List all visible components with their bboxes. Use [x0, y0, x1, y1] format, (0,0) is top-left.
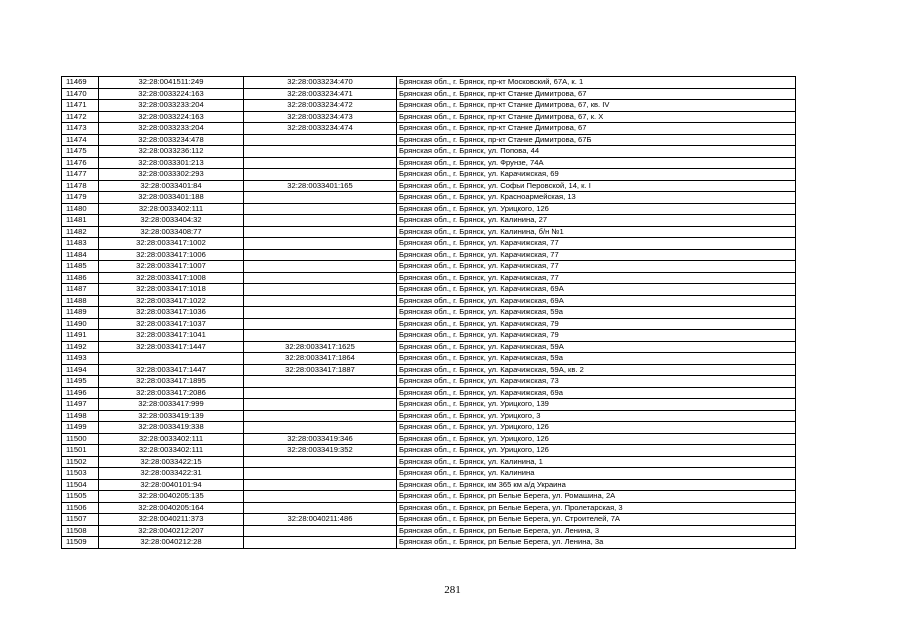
table-row — [62, 100, 796, 112]
cell-building-cadastral-number — [244, 525, 397, 537]
cell-parcel-cadastral-number: 32:28:0033417:2086 — [99, 387, 244, 399]
cell-row-number: 11470 — [62, 88, 99, 100]
table-row — [62, 387, 796, 399]
cell-building-cadastral-number: 32:28:0033234:470 — [244, 77, 397, 89]
cell-parcel-cadastral-number: 32:28:0033402:111 — [99, 433, 244, 445]
cell-address: Брянская обл., г. Брянск, ул. Софьи Перовской, 14, к. I — [397, 180, 796, 192]
cell-row-number: 11497 — [62, 399, 99, 411]
cell-row-number: 11495 — [62, 376, 99, 388]
cell-row-number: 11493 — [62, 353, 99, 365]
cell-building-cadastral-number — [244, 399, 397, 411]
cell-row-number: 11503 — [62, 468, 99, 480]
cell-parcel-cadastral-number — [99, 353, 244, 365]
cell-address: Брянская обл., г. Брянск, ул. Калинина — [397, 468, 796, 480]
table-row — [62, 445, 796, 457]
table-row — [62, 238, 796, 250]
cell-building-cadastral-number — [244, 192, 397, 204]
cell-address: Брянская обл., г. Брянск, ул. Урицкого, 126 — [397, 433, 796, 445]
table-row — [62, 146, 796, 158]
cell-building-cadastral-number — [244, 215, 397, 227]
cell-row-number: 11490 — [62, 318, 99, 330]
table-row — [62, 169, 796, 181]
cell-row-number: 11501 — [62, 445, 99, 457]
cell-row-number: 11474 — [62, 134, 99, 146]
cell-parcel-cadastral-number: 32:28:0033417:999 — [99, 399, 244, 411]
cell-building-cadastral-number — [244, 422, 397, 434]
cell-address: Брянская обл., г. Брянск, ул. Карачижская, 77 — [397, 272, 796, 284]
cell-building-cadastral-number: 32:28:0033419:346 — [244, 433, 397, 445]
cell-row-number: 11484 — [62, 249, 99, 261]
table-row — [62, 525, 796, 537]
cell-row-number: 11478 — [62, 180, 99, 192]
cell-address: Брянская обл., г. Брянск, ул. Карачижская, 79 — [397, 330, 796, 342]
cell-building-cadastral-number — [244, 169, 397, 181]
table-row — [62, 272, 796, 284]
cell-parcel-cadastral-number: 32:28:0040205:164 — [99, 502, 244, 514]
cell-parcel-cadastral-number: 32:28:0033402:111 — [99, 203, 244, 215]
cell-parcel-cadastral-number: 32:28:0033402:111 — [99, 445, 244, 457]
cell-parcel-cadastral-number: 32:28:0033417:1447 — [99, 341, 244, 353]
table-row — [62, 192, 796, 204]
registry-table-body — [62, 77, 796, 549]
cell-address: Брянская обл., г. Брянск, рп Белые Берега, ул. Ромашина, 2А — [397, 491, 796, 503]
cell-row-number: 11498 — [62, 410, 99, 422]
cell-address: Брянская обл., г. Брянск, ул. Фрунзе, 74А — [397, 157, 796, 169]
cell-row-number: 11480 — [62, 203, 99, 215]
cell-address: Брянская обл., г. Брянск, пр-кт Станке Димитрова, 67 — [397, 88, 796, 100]
table-row — [62, 364, 796, 376]
table-row — [62, 376, 796, 388]
cell-address: Брянская обл., г. Брянск, рп Белые Берега, ул. Строителей, 7А — [397, 514, 796, 526]
cell-row-number: 11506 — [62, 502, 99, 514]
cell-row-number: 11504 — [62, 479, 99, 491]
cell-row-number: 11485 — [62, 261, 99, 273]
cell-row-number: 11487 — [62, 284, 99, 296]
cell-address: Брянская обл., г. Брянск, ул. Карачижская, 79 — [397, 318, 796, 330]
page-number: 281 — [444, 584, 461, 596]
cell-building-cadastral-number: 32:28:0033234:473 — [244, 111, 397, 123]
cell-building-cadastral-number — [244, 318, 397, 330]
table-row — [62, 456, 796, 468]
cell-parcel-cadastral-number: 32:28:0033422:31 — [99, 468, 244, 480]
cell-parcel-cadastral-number: 32:28:0040101:94 — [99, 479, 244, 491]
cell-row-number: 11499 — [62, 422, 99, 434]
table-row — [62, 433, 796, 445]
cell-row-number: 11471 — [62, 100, 99, 112]
cell-row-number: 11481 — [62, 215, 99, 227]
table-row — [62, 123, 796, 135]
cell-parcel-cadastral-number: 32:28:0033417:1022 — [99, 295, 244, 307]
cell-row-number: 11479 — [62, 192, 99, 204]
table-row — [62, 284, 796, 296]
cell-building-cadastral-number — [244, 307, 397, 319]
cell-row-number: 11492 — [62, 341, 99, 353]
cell-row-number: 11507 — [62, 514, 99, 526]
cell-building-cadastral-number: 32:28:0033417:1887 — [244, 364, 397, 376]
cell-parcel-cadastral-number: 32:28:0033224:163 — [99, 88, 244, 100]
table-row — [62, 261, 796, 273]
cell-parcel-cadastral-number: 32:28:0033224:163 — [99, 111, 244, 123]
table-row — [62, 111, 796, 123]
cell-address: Брянская обл., г. Брянск, ул. Карачижская, 59а — [397, 307, 796, 319]
cell-address: Брянская обл., г. Брянск, рп Белые Берега, ул. Ленина, 3 — [397, 525, 796, 537]
cell-address: Брянская обл., г. Брянск, пр-кт Станке Димитрова, 67 — [397, 123, 796, 135]
cell-parcel-cadastral-number: 32:28:0033419:338 — [99, 422, 244, 434]
table-row — [62, 341, 796, 353]
cell-parcel-cadastral-number: 32:28:0033236:112 — [99, 146, 244, 158]
table-row — [62, 330, 796, 342]
cell-parcel-cadastral-number: 32:28:0033234:478 — [99, 134, 244, 146]
cell-row-number: 11473 — [62, 123, 99, 135]
cell-building-cadastral-number — [244, 330, 397, 342]
table-row — [62, 422, 796, 434]
cell-row-number: 11476 — [62, 157, 99, 169]
cell-address: Брянская обл., г. Брянск, ул. Урицкого, 126 — [397, 445, 796, 457]
cell-parcel-cadastral-number: 32:28:0033422:15 — [99, 456, 244, 468]
table-row — [62, 479, 796, 491]
cell-building-cadastral-number — [244, 410, 397, 422]
cell-address: Брянская обл., г. Брянск, ул. Урицкого, 126 — [397, 422, 796, 434]
cell-parcel-cadastral-number: 32:28:0033408:77 — [99, 226, 244, 238]
cell-address: Брянская обл., г. Брянск, ул. Карачижская, 59А — [397, 341, 796, 353]
table-row — [62, 399, 796, 411]
cell-address: Брянская обл., г. Брянск, ул. Калинина, 1 — [397, 456, 796, 468]
cell-building-cadastral-number: 32:28:0033419:352 — [244, 445, 397, 457]
cell-address: Брянская обл., г. Брянск, ул. Урицкого, 3 — [397, 410, 796, 422]
cell-address: Брянская обл., г. Брянск, пр-кт Московский, 67А, к. 1 — [397, 77, 796, 89]
cell-building-cadastral-number — [244, 387, 397, 399]
cell-row-number: 11508 — [62, 525, 99, 537]
table-row — [62, 514, 796, 526]
cell-address: Брянская обл., г. Брянск, ул. Калинина, б/н №1 — [397, 226, 796, 238]
cell-address: Брянская обл., г. Брянск, пр-кт Станке Димитрова, 67, к. Х — [397, 111, 796, 123]
cell-building-cadastral-number — [244, 468, 397, 480]
cell-building-cadastral-number — [244, 295, 397, 307]
cell-building-cadastral-number — [244, 249, 397, 261]
table-row — [62, 318, 796, 330]
cell-parcel-cadastral-number: 32:28:0033417:1036 — [99, 307, 244, 319]
cell-parcel-cadastral-number: 32:28:0033417:1018 — [99, 284, 244, 296]
cell-address: Брянская обл., г. Брянск, ул. Карачижская, 77 — [397, 238, 796, 250]
cell-row-number: 11496 — [62, 387, 99, 399]
cell-address: Брянская обл., г. Брянск, ул. Красноармейская, 13 — [397, 192, 796, 204]
cell-building-cadastral-number — [244, 134, 397, 146]
table-row — [62, 410, 796, 422]
cell-row-number: 11483 — [62, 238, 99, 250]
cell-row-number: 11500 — [62, 433, 99, 445]
table-row — [62, 491, 796, 503]
cell-parcel-cadastral-number: 32:28:0033302:293 — [99, 169, 244, 181]
cell-building-cadastral-number: 32:28:0040211:486 — [244, 514, 397, 526]
cell-address: Брянская обл., г. Брянск, пр-кт Станке Димитрова, 67, кв. IV — [397, 100, 796, 112]
cell-address: Брянская обл., г. Брянск, ул. Карачижская, 59а — [397, 353, 796, 365]
cell-row-number: 11475 — [62, 146, 99, 158]
cell-parcel-cadastral-number: 32:28:0040205:135 — [99, 491, 244, 503]
cell-parcel-cadastral-number: 32:28:0040212:28 — [99, 537, 244, 549]
table-row — [62, 134, 796, 146]
cell-parcel-cadastral-number: 32:28:0033419:139 — [99, 410, 244, 422]
cell-address: Брянская обл., г. Брянск, ул. Калинина, 27 — [397, 215, 796, 227]
cell-building-cadastral-number: 32:28:0033417:1864 — [244, 353, 397, 365]
cell-parcel-cadastral-number: 32:28:0033417:1008 — [99, 272, 244, 284]
cell-row-number: 11482 — [62, 226, 99, 238]
cell-address: Брянская обл., г. Брянск, ул. Карачижская, 69А — [397, 284, 796, 296]
cell-building-cadastral-number: 32:28:0033401:165 — [244, 180, 397, 192]
cell-parcel-cadastral-number: 32:28:0033417:1007 — [99, 261, 244, 273]
table-row — [62, 77, 796, 89]
cell-building-cadastral-number — [244, 456, 397, 468]
cell-address: Брянская обл., г. Брянск, ул. Урицкого, 126 — [397, 203, 796, 215]
table-row — [62, 249, 796, 261]
cell-parcel-cadastral-number: 32:28:0040211:373 — [99, 514, 244, 526]
cell-address: Брянская обл., г. Брянск, ул. Карачижская, 77 — [397, 261, 796, 273]
cell-parcel-cadastral-number: 32:28:0033417:1041 — [99, 330, 244, 342]
cell-address: Брянская обл., г. Брянск, ул. Карачижская, 59А, кв. 2 — [397, 364, 796, 376]
cell-parcel-cadastral-number: 32:28:0033301:213 — [99, 157, 244, 169]
cell-building-cadastral-number — [244, 157, 397, 169]
cell-parcel-cadastral-number: 32:28:0033233:204 — [99, 123, 244, 135]
cell-building-cadastral-number: 32:28:0033234:471 — [244, 88, 397, 100]
cell-row-number: 11472 — [62, 111, 99, 123]
cell-row-number: 11489 — [62, 307, 99, 319]
cell-parcel-cadastral-number: 32:28:0041511:249 — [99, 77, 244, 89]
cell-building-cadastral-number — [244, 479, 397, 491]
cell-building-cadastral-number: 32:28:0033234:472 — [244, 100, 397, 112]
cell-row-number: 11477 — [62, 169, 99, 181]
cell-row-number: 11488 — [62, 295, 99, 307]
table-row — [62, 226, 796, 238]
cell-building-cadastral-number: 32:28:0033417:1625 — [244, 341, 397, 353]
cell-building-cadastral-number — [244, 203, 397, 215]
cell-address: Брянская обл., г. Брянск, ул. Попова, 44 — [397, 146, 796, 158]
cell-building-cadastral-number — [244, 502, 397, 514]
cell-address: Брянская обл., г. Брянск, ул. Карачижская, 69а — [397, 387, 796, 399]
cell-parcel-cadastral-number: 32:28:0033417:1447 — [99, 364, 244, 376]
registry-table — [61, 76, 796, 549]
cell-address: Брянская обл., г. Брянск, рп Белые Берега, ул. Ленина, 3а — [397, 537, 796, 549]
table-row — [62, 203, 796, 215]
cell-row-number: 11509 — [62, 537, 99, 549]
cell-building-cadastral-number — [244, 284, 397, 296]
cell-address: Брянская обл., г. Брянск, ул. Карачижская, 69А — [397, 295, 796, 307]
cell-parcel-cadastral-number: 32:28:0033404:32 — [99, 215, 244, 227]
cell-parcel-cadastral-number: 32:28:0033417:1002 — [99, 238, 244, 250]
cell-building-cadastral-number — [244, 146, 397, 158]
table-row — [62, 468, 796, 480]
cell-address: Брянская обл., г. Брянск, ул. Карачижская, 73 — [397, 376, 796, 388]
table-row — [62, 502, 796, 514]
cell-row-number: 11486 — [62, 272, 99, 284]
table-row — [62, 295, 796, 307]
cell-building-cadastral-number: 32:28:0033234:474 — [244, 123, 397, 135]
cell-address: Брянская обл., г. Брянск, ул. Карачижская, 77 — [397, 249, 796, 261]
cell-parcel-cadastral-number: 32:28:0040212:207 — [99, 525, 244, 537]
table-row — [62, 88, 796, 100]
cell-address: Брянская обл., г. Брянск, ул. Карачижская, 69 — [397, 169, 796, 181]
cell-row-number: 11502 — [62, 456, 99, 468]
table-row — [62, 307, 796, 319]
cell-building-cadastral-number — [244, 376, 397, 388]
cell-parcel-cadastral-number: 32:28:0033417:1895 — [99, 376, 244, 388]
cell-parcel-cadastral-number: 32:28:0033417:1037 — [99, 318, 244, 330]
cell-building-cadastral-number — [244, 491, 397, 503]
cell-building-cadastral-number — [244, 238, 397, 250]
cell-building-cadastral-number — [244, 537, 397, 549]
table-row — [62, 215, 796, 227]
cell-parcel-cadastral-number: 32:28:0033417:1006 — [99, 249, 244, 261]
cell-building-cadastral-number — [244, 226, 397, 238]
cell-address: Брянская обл., г. Брянск, км 365 км а/д Украина — [397, 479, 796, 491]
cell-row-number: 11505 — [62, 491, 99, 503]
cell-building-cadastral-number — [244, 272, 397, 284]
table-row — [62, 353, 796, 365]
cell-parcel-cadastral-number: 32:28:0033401:188 — [99, 192, 244, 204]
cell-address: Брянская обл., г. Брянск, рп Белые Берега, ул. Пролетарская, 3 — [397, 502, 796, 514]
table-row — [62, 537, 796, 549]
cell-row-number: 11491 — [62, 330, 99, 342]
table-row — [62, 180, 796, 192]
cell-address: Брянская обл., г. Брянск, пр-кт Станке Димитрова, 67Б — [397, 134, 796, 146]
cell-row-number: 11494 — [62, 364, 99, 376]
table-row — [62, 157, 796, 169]
cell-row-number: 11469 — [62, 77, 99, 89]
cell-parcel-cadastral-number: 32:28:0033401:84 — [99, 180, 244, 192]
cell-address: Брянская обл., г. Брянск, ул. Урицкого, 139 — [397, 399, 796, 411]
cell-building-cadastral-number — [244, 261, 397, 273]
cell-parcel-cadastral-number: 32:28:0033233:204 — [99, 100, 244, 112]
